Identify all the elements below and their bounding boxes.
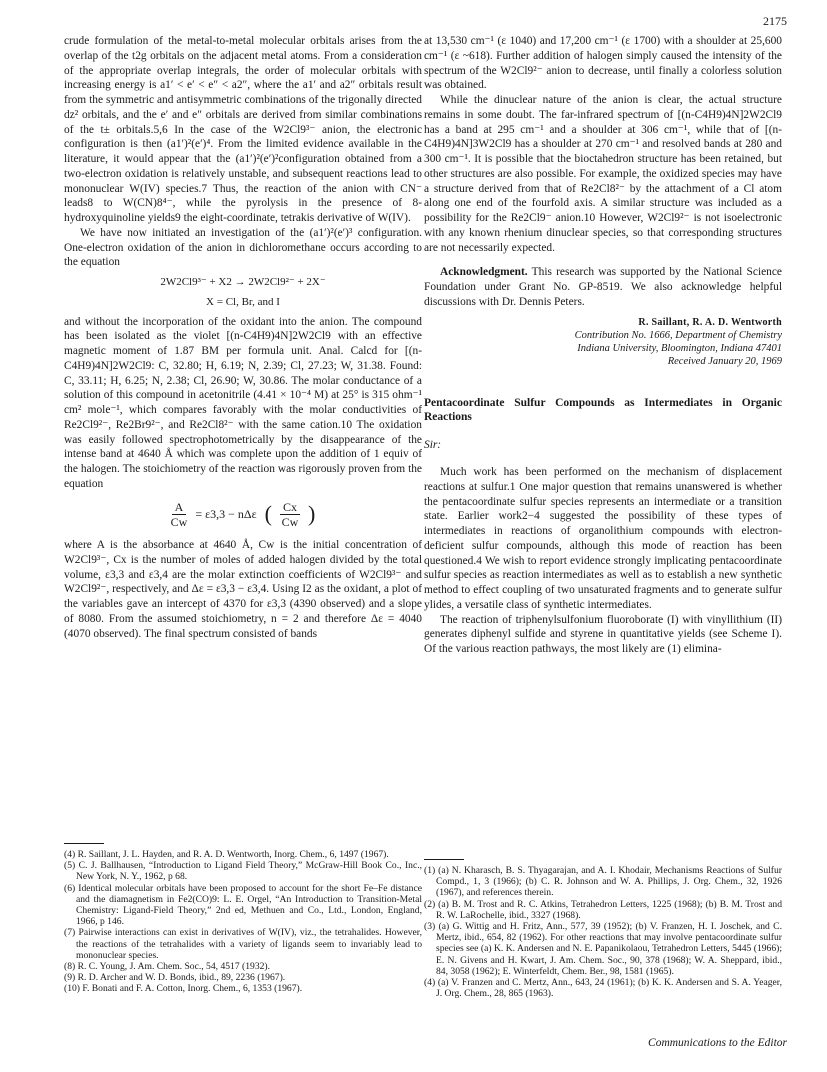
paragraph: The reaction of triphenylsulfonium fluoroborate (I) with vinyllithium (II) generates diphenyl sulfide and styrene in quantitative yields (see Scheme I). Of the various reaction pathways, the most likely are (1) elimina- xyxy=(424,613,782,656)
fraction-denominator: Cw xyxy=(281,515,299,530)
footnotes-right xyxy=(424,865,782,999)
footnote: (9) R. D. Archer and W. D. Bonds, ibid., 89, 2236 (1967). xyxy=(64,972,286,984)
salutation: Sir: xyxy=(424,439,442,452)
fraction-numerator: Cx xyxy=(280,500,300,516)
footnote: (10) F. Bonati and F. A. Cotton, Inorg. Chem., 6, 1353 (1967). xyxy=(64,983,303,995)
footnote: (7) Pairwise interactions can exist in derivatives of W(IV), viz., the tetrahalides. However, the reactions of the tetrahalides with a variety of ligands seem to invariably lead to mononuclear species. xyxy=(64,927,422,961)
left-paren: ( xyxy=(264,501,272,527)
left-column xyxy=(64,34,422,641)
affiliation: Indiana University, Bloomington, Indiana 47401 xyxy=(577,342,782,354)
received-date: Received January 20, 1969 xyxy=(667,356,782,368)
affiliation: Contribution No. 1666, Department of Chemistry xyxy=(574,329,782,341)
acknowledgment xyxy=(424,265,782,309)
right-column xyxy=(424,34,782,657)
page-number: 2175 xyxy=(763,14,787,28)
fraction-denominator: Cw xyxy=(170,515,188,530)
right-paren: ) xyxy=(308,501,316,527)
stoichiometry-equation xyxy=(64,500,422,531)
acknowledgment-body: This research was supported by the National Science Foundation under Grant No. GP-8519. We also acknowledge helpful discussions with Dr. Dennis Peters. xyxy=(424,266,782,308)
authors: R. Saillant, R. A. D. Wentworth xyxy=(638,316,782,328)
footnote: (4) R. Saillant, J. L. Hayden, and R. A. D. Wentworth, Inorg. Chem., 6, 1497 (1967). xyxy=(64,849,389,860)
author-block xyxy=(424,316,782,369)
footnote: (5) C. J. Ballhausen, “Introduction to Ligand Field Theory,” McGraw-Hill Book Co., Inc., New York, N. Y., 1962, p 68. xyxy=(64,860,422,883)
equation-middle: = ε3,3 − nΔε xyxy=(195,507,257,522)
footnotes-left xyxy=(64,849,422,995)
fraction-numerator: A xyxy=(172,500,187,516)
footnote: (2) (a) B. M. Trost and R. C. Atkins, Tetrahedron Letters, 1225 (1968); (b) B. M. Trost and R. W. LaRochelle, ibid., 3327 (1968). xyxy=(424,898,782,921)
footnote: (8) R. C. Young, J. Am. Chem. Soc., 54, 4517 (1932). xyxy=(64,961,271,973)
journal-section-footer: Communications to the Editor xyxy=(648,1037,787,1049)
equation-condition: X = Cl, Br, and I xyxy=(206,295,280,308)
acknowledgment-heading: Acknowledgment. xyxy=(440,266,528,279)
paragraph: at 13,530 cm⁻¹ (ε 1040) and 17,200 cm⁻¹ (ε 1700) with a shoulder at 25,600 cm⁻¹ (ε ~618). Further addition of halogen simply caused the intensity of the spectrum of the W2Cl9²⁻ anion to decrease, until finally a colorless solution was obtained. xyxy=(424,35,782,92)
paragraph: and without the incorporation of the oxidant into the anion. The compound has been isolated as the violet [(n-C4H9)4N]2W2Cl9 with an effective magnetic moment of 1.87 BM per formula unit. Anal. Calcd for [(n-C4H9)4N]2W2Cl9: C, 32.80; H, 6.19; N, 2.39; Cl, 27.23; W, 31.38. Found: C, 33.11; H, 6.25; N, 2.38; Cl, 26.90; W, 30.86. The molar conductance of a solution of this compound in acetonitrile (4.41 × 10⁻⁴ M) at 25° is 315 ohm⁻¹ cm² mole⁻¹, which compares favorably with the molar conductivities of Re2Cl9²⁻, Re2Br9²⁻, and Re2Cl8²⁻ with the same cation.10 The oxidation was easily followed spectrophotometrically by the disappearance of the intense band at 4640 Å which was complete upon the addition of 1 equiv of the halogen. The stoichiometry of the reaction was rigorously proven from the equation xyxy=(64,315,422,490)
footnote: (4) (a) V. Franzen and C. Mertz, Ann., 643, 24 (1961); (b) K. K. Andersen and S. A. Yeager, J. Org. Chem., 28, 865 (1963). xyxy=(424,977,782,1000)
paragraph: We have now initiated an investigation of the (a1′)²(e′)³ configuration. One-electron oxidation of the anion in dichloromethane occurs according to the equation xyxy=(64,226,422,269)
paragraph: where A is the absorbance at 4640 Å, Cw is the initial concentration of W2Cl9³⁻, Cx is the number of moles of added halogen divided by the total volume, ε3,3 and ε3,4 are the molar extinction coefficients of W2Cl9³⁻ and W2Cl9²⁻, respectively, and Δε = ε3,3 − ε3,4. Using I2 as the oxidant, a plot of the variables gave an intercept of 4370 for ε3,3 (4390 observed) and a slope of 8080. From the assumed stoichiometry, n = 2 and therefore Δε = 4040 (4070 observed). The final spectrum consisted of bands xyxy=(64,539,422,640)
fraction xyxy=(171,500,188,531)
paragraph: crude formulation of the metal-to-metal molecular orbitals arises from the overlap of the t2g orbitals on the adjacent metal atoms. From a consideration of the appropriate overlap integrals, the order of molecular orbitals with increasing energy is a1′ < e′ < e″ < a2″, where the a1′ and a2″ orbitals result from the symmetric and antisymmetric combinations of the trigonally directed dz² orbitals, and the e′ and e″ orbitals are derived from similar combinations of the t± orbitals.5,6 In the case of the W2Cl9³⁻ anion, the electronic configuration is then (a1′)²(e′)⁴. From the limited evidence available in the literature, it would appear that the (a1′)²(e′)²configuration obtained from a two-electron oxidation is relatively unstable, and subsequent reactions lead to mononuclear W(IV) species.7 Thus, the reaction of the anion with CN⁻ leads8 to W(CN)8⁴⁻, while the pyrolysis in the presence of 8-hydroxyquinoline yields9 the eight-coordinate, tetrakis derivative of W(IV). xyxy=(64,35,422,224)
paragraph: Much work has been performed on the mechanism of displacement reactions at sulfur.1 One major question that remains unanswered is whether the pentacoordinate sulfur species represents an intermediate or a transition state. Earlier work2−4 suggested the possibility of these types of intermediates in reactions of organolithium compounds with electron-deficient sulfur compounds, although this mode of reaction has been questioned.4 We wish to report evidence strongly implicating pentacoordinate sulfur species as reaction intermediates as well as to establish a new synthetic method to effect coupling of two unsaturated fragments and to generate sulfur ylides, a versatile class of synthetic intermediates. xyxy=(424,466,782,611)
article-title: Pentacoordinate Sulfur Compounds as Intermediates in Organic Reactions xyxy=(424,397,782,424)
footnote-rule xyxy=(424,859,464,860)
footnote: (1) (a) N. Kharasch, B. S. Thyagarajan, and A. I. Khodair, Mechanisms Reactions of Sulfur Compd., 1, 3 (1966); (b) C. R. Johnson and W. A. Phillips, J. Org. Chem., 32, 1926 (1967), and references therein. xyxy=(424,865,782,899)
equation: 2W2Cl9³⁻ + X2 → 2W2Cl9²⁻ + 2X⁻ xyxy=(160,276,326,288)
paragraph: While the dinuclear nature of the anion is clear, the actual structure remains in some doubt. The far-infrared spectrum of [(n-C4H9)4N]2W2Cl9 has a band at 295 cm⁻¹ and a shoulder at 306 cm⁻¹, while that of [(n-C4H9)4N]3W2Cl9 has a shoulder at 270 cm⁻¹ and resolved bands at 280 and 300 cm⁻¹. It is possible that the bioctahedron structure has been retained, but other structures are also possible. For example, the oxidized species may have a structure derived from that of Re2Cl8²⁻ by the attachment of a Cl atom along one end of the fourfold axis. A similar structure was included as a possibility for the Re2Cl9⁻ anion.10 However, W2Cl9²⁻ is not isoelectronic with any known rhenium dinuclear species, so that corresponding structures are not necessarily expected. xyxy=(424,94,782,254)
footnote-rule xyxy=(64,843,104,844)
footnote: (3) (a) G. Wittig and H. Fritz, Ann., 577, 39 (1952); (b) V. Franzen, H. I. Joschek, and C. Mertz, ibid., 654, 82 (1962). For other reactions that may involve pentacoordinate sulfur species see (a) K. K. Andersen and N. E. Papanikolaou, Tetrahedron Letters, 5445 (1966); E. N. Givens and H. Kwart, J. Am. Chem. Soc., 90, 378 (1968); W. A. Sheppard, ibid., 84, 3058 (1962); E. Winterfeldt, Chem. Ber., 98, 1581 (1965). xyxy=(424,921,782,977)
fraction xyxy=(280,500,300,531)
footnote: (6) Identical molecular orbitals have been proposed to account for the short Fe–Fe distance and the diamagnetism in Fe2(CO)9: L. E. Orgel, “An Introduction to Transition-Metal Chemistry: Ligand-Field Theory,” 2nd ed, Methuen and Co., Ltd., London, England, 1966, p 146. xyxy=(64,882,422,928)
